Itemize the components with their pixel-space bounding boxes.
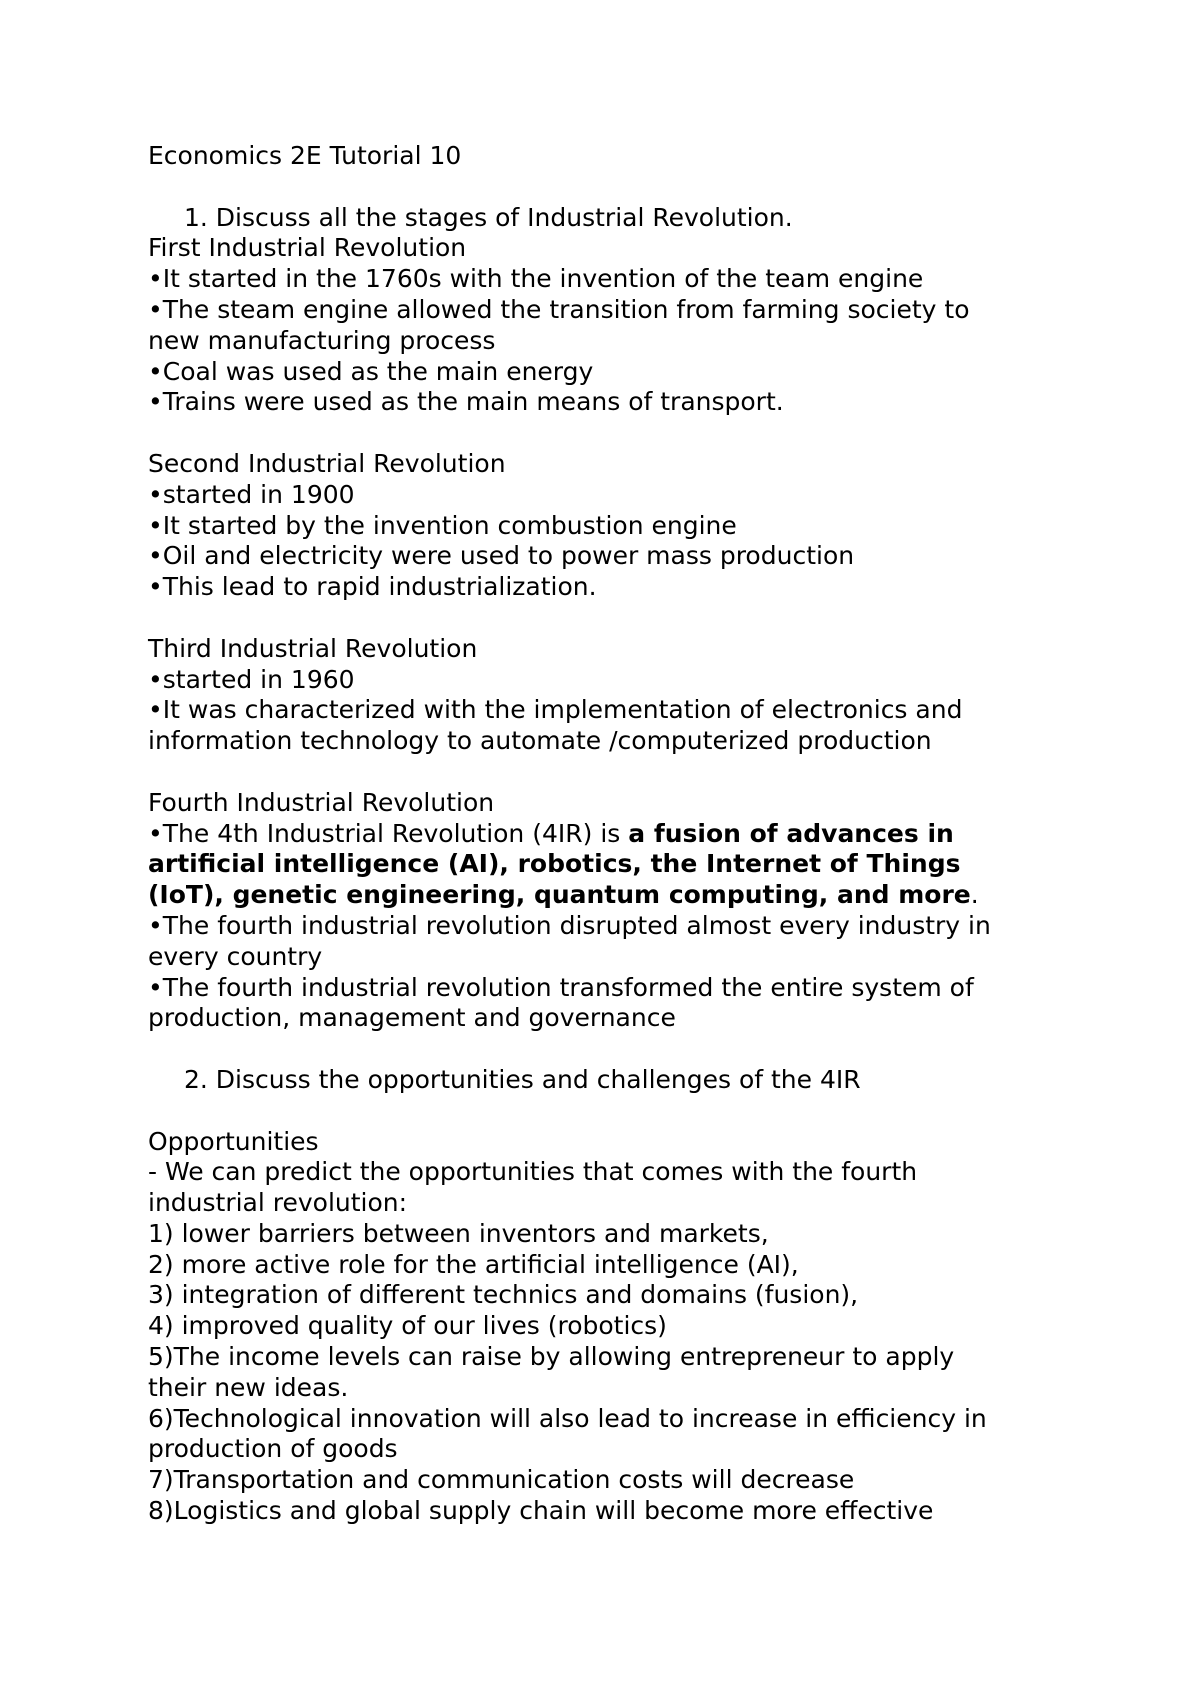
first-revolution-line: •Coal was used as the main energy	[148, 356, 594, 386]
first-revolution-line: •It started in the 1760s with the invention of the team engine	[148, 264, 924, 294]
opportunity-line: 7)Transportation and communication costs will decrease	[148, 1465, 855, 1495]
document-body	[148, 141, 1068, 1527]
opportunity-line: 4) improved quality of our lives (robotics)	[148, 1311, 667, 1341]
first-revolution-heading: First Industrial Revolution	[148, 233, 467, 263]
second-revolution-line: •This lead to rapid industrialization.	[148, 572, 597, 602]
first-revolution-line: •Trains were used as the main means of transport.	[148, 387, 784, 417]
question-1: 1. Discuss all the stages of Industrial Revolution.	[184, 202, 793, 232]
spacer	[148, 418, 1068, 449]
third-revolution-line: information technology to automate /computerized production	[148, 726, 932, 756]
spacer	[148, 757, 1068, 788]
fourth-def-plain: .	[970, 880, 979, 910]
third-revolution-heading: Third Industrial Revolution	[148, 633, 478, 663]
second-revolution-line: •It started by the invention combustion engine	[148, 510, 737, 540]
opportunity-line: 6)Technological innovation will also lead to increase in efficiency in	[148, 1403, 987, 1433]
opportunity-line: 8)Logistics and global supply chain will become more effective	[148, 1496, 934, 1526]
opportunities-heading: Opportunities	[148, 1126, 319, 1156]
opportunity-line: production of goods	[148, 1434, 398, 1464]
fourth-def-bold: a fusion of advances in	[628, 818, 954, 848]
third-revolution-line: •It was characterized with the implementation of electronics and	[148, 695, 963, 725]
third-revolution-line: •started in 1960	[148, 664, 355, 694]
opportunity-line: industrial revolution:	[148, 1188, 408, 1218]
first-revolution-line: new manufacturing process	[148, 325, 496, 355]
fourth-revolution-heading: Fourth Industrial Revolution	[148, 787, 495, 817]
second-revolution-heading: Second Industrial Revolution	[148, 448, 506, 478]
fourth-revolution-line: production, management and governance	[148, 1003, 676, 1033]
fourth-revolution-line	[148, 880, 1068, 911]
fourth-revolution-line: •The fourth industrial revolution disrupted almost every industry in	[148, 910, 991, 940]
document-title: Economics 2E Tutorial 10	[148, 141, 462, 170]
fourth-revolution-line: every country	[148, 941, 323, 971]
first-revolution-line: •The steam engine allowed the transition from farming society to	[148, 294, 970, 324]
opportunity-line: 3) integration of different technics and domains (fusion),	[148, 1280, 859, 1310]
opportunity-line: 5)The income levels can raise by allowing entrepreneur to apply	[148, 1342, 955, 1372]
spacer	[148, 603, 1068, 634]
opportunity-line: their new ideas.	[148, 1372, 349, 1402]
spacer	[148, 1096, 1068, 1127]
fourth-def-bold: (IoT), genetic engineering, quantum computing, and more	[148, 880, 971, 910]
opportunity-line: 1) lower barriers between inventors and markets,	[148, 1218, 769, 1248]
fourth-def-plain: •The 4th Industrial Revolution (4IR) is	[148, 818, 629, 848]
spacer	[148, 1034, 1068, 1065]
fourth-def-bold: artificial intelligence (AI), robotics, the Internet of Things	[148, 849, 961, 879]
question-2: 2. Discuss the opportunities and challenges of the 4IR	[184, 1064, 861, 1094]
opportunity-line: 2) more active role for the artificial intelligence (AI),	[148, 1249, 799, 1279]
second-revolution-line: •Oil and electricity were used to power mass production	[148, 541, 855, 571]
fourth-revolution-line: •The fourth industrial revolution transformed the entire system of	[148, 972, 974, 1002]
spacer	[148, 172, 1068, 203]
second-revolution-line: •started in 1900	[148, 479, 355, 509]
opportunity-line: - We can predict the opportunities that comes with the fourth	[148, 1157, 918, 1187]
fourth-revolution-line	[148, 819, 1068, 850]
